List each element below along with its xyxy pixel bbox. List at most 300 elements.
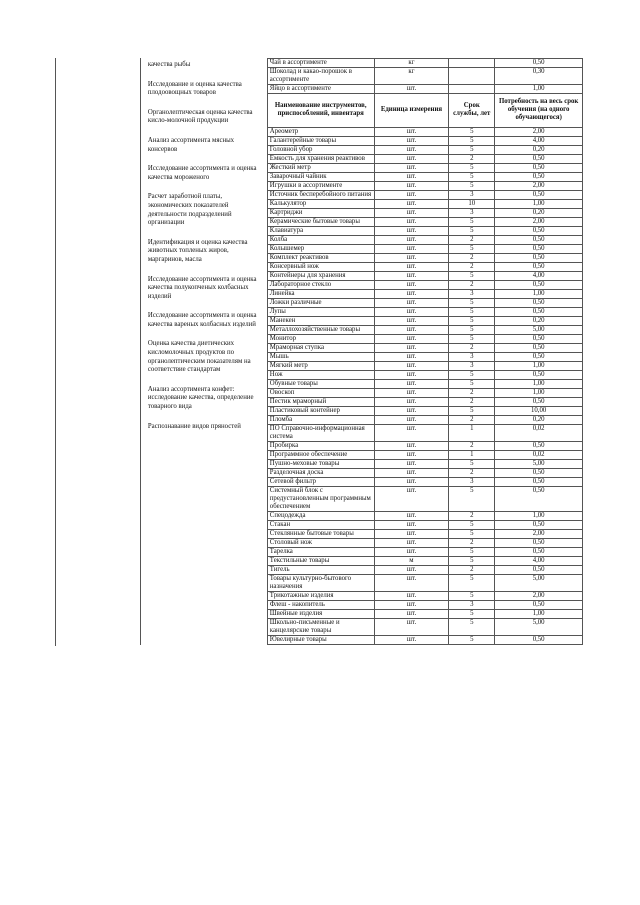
cell-name: Галантерейные товары <box>267 136 374 145</box>
cell-name: Пушно-меховые товары <box>267 459 374 468</box>
cell-name: Монитор <box>267 334 374 343</box>
table-row <box>267 289 582 298</box>
table-row <box>267 253 582 262</box>
cell-qty: 0,02 <box>495 424 583 441</box>
cell-name: Сетевой фильтр <box>267 477 374 486</box>
cell-name: Лабораторное стекло <box>267 280 374 289</box>
cell-unit: шт. <box>374 424 449 441</box>
cell-years: 5 <box>449 163 495 172</box>
cell-qty: 0,50 <box>495 163 583 172</box>
cell-name: Линейка <box>267 289 374 298</box>
cell-unit: шт. <box>374 244 449 253</box>
cell-name: Колба <box>267 235 374 244</box>
table-row <box>267 145 582 154</box>
cell-name: Тигель <box>267 565 374 574</box>
cell-qty: 1,00 <box>495 511 583 520</box>
cell-name: Контейнеры для хранения <box>267 271 374 280</box>
cell-years <box>449 68 495 85</box>
header-years: Срок службы, лет <box>449 94 495 128</box>
cell-name: Системный блок с предустановленным программным обеспечением <box>267 486 374 511</box>
cell-qty: 0,50 <box>495 547 583 556</box>
topic-item: Идентификация и оценка качества животных топленых жиров, маргаринов, масла <box>147 238 248 263</box>
cell-unit: шт. <box>374 468 449 477</box>
cell-qty: 0,50 <box>495 190 583 199</box>
cell-unit: шт. <box>374 529 449 538</box>
cell-unit: шт. <box>374 271 449 280</box>
cell-name: Тарелка <box>267 547 374 556</box>
table-row <box>267 600 582 609</box>
cell-years: 3 <box>449 190 495 199</box>
table-row <box>267 235 582 244</box>
cell-qty: 2,00 <box>495 181 583 190</box>
topics-column <box>140 58 267 645</box>
table-row <box>267 68 582 85</box>
cell-qty: 10,00 <box>495 406 583 415</box>
cell-unit: шт. <box>374 406 449 415</box>
cell-unit: шт. <box>374 397 449 406</box>
cell-unit: шт. <box>374 370 449 379</box>
cell-years: 2 <box>449 565 495 574</box>
cell-unit: шт. <box>374 486 449 511</box>
topic-item: Исследование ассортимента и оценка качества мороженого <box>147 165 257 181</box>
cell-unit: шт. <box>374 172 449 181</box>
table-row <box>267 334 582 343</box>
table-row <box>267 370 582 379</box>
cell-name: Картриджи <box>267 208 374 217</box>
cell-years: 2 <box>449 441 495 450</box>
cell-name: Лупы <box>267 307 374 316</box>
blank-column <box>55 58 140 645</box>
cell-name: Программное обеспечение <box>267 450 374 459</box>
table-row <box>267 468 582 477</box>
topic-item: Исследование ассортимента и оценка качества полукопченых колбасных изделий <box>147 275 257 300</box>
table-row <box>267 226 582 235</box>
cell-qty: 0,50 <box>495 226 583 235</box>
cell-qty: 4,00 <box>495 556 583 565</box>
table-row <box>267 406 582 415</box>
cell-years: 2 <box>449 538 495 547</box>
cell-name: Текстильные товары <box>267 556 374 565</box>
cell-unit: шт. <box>374 199 449 208</box>
cell-name: Швейные изделия <box>267 609 374 618</box>
cell-unit: шт. <box>374 307 449 316</box>
table-row <box>267 262 582 271</box>
table-row <box>267 424 582 441</box>
table-row <box>267 280 582 289</box>
cell-name: Пестик мраморный <box>267 397 374 406</box>
table-row <box>267 556 582 565</box>
cell-qty: 2,00 <box>495 591 583 600</box>
cell-years: 3 <box>449 289 495 298</box>
cell-qty: 5,00 <box>495 325 583 334</box>
cell-qty: 5,00 <box>495 574 583 591</box>
table-row <box>267 136 582 145</box>
cell-years: 5 <box>449 459 495 468</box>
cell-name: Нож <box>267 370 374 379</box>
cell-unit: шт. <box>374 635 449 644</box>
cell-name: Трикотажные изделия <box>267 591 374 600</box>
cell-qty: 0,50 <box>495 635 583 644</box>
cell-unit: шт. <box>374 609 449 618</box>
cell-qty: 0,20 <box>495 316 583 325</box>
cell-years: 5 <box>449 556 495 565</box>
cell-name: Игрушки в ассортименте <box>267 181 374 190</box>
cell-name: Товары культурно-бытового назначения <box>267 574 374 591</box>
cell-unit: шт. <box>374 298 449 307</box>
cell-name: Консервный нож <box>267 262 374 271</box>
cell-unit: шт. <box>374 163 449 172</box>
cell-unit: шт. <box>374 477 449 486</box>
cell-years: 5 <box>449 244 495 253</box>
cell-name: Комплект реактивов <box>267 253 374 262</box>
cell-unit: шт. <box>374 379 449 388</box>
cell-years: 5 <box>449 307 495 316</box>
cell-years: 5 <box>449 145 495 154</box>
table-row <box>267 450 582 459</box>
cell-unit: шт. <box>374 574 449 591</box>
topic-item: Исследование и оценка качества плодоовощных товаров <box>147 80 242 97</box>
cell-years: 3 <box>449 352 495 361</box>
table-row <box>267 190 582 199</box>
cell-years: 2 <box>449 253 495 262</box>
cell-name: Заварочный чайник <box>267 172 374 181</box>
cell-unit: шт. <box>374 538 449 547</box>
cell-unit: шт. <box>374 154 449 163</box>
cell-name: Чай в ассортименте <box>267 59 374 68</box>
cell-name: Разделочная доска <box>267 468 374 477</box>
cell-name: Жесткий метр <box>267 163 374 172</box>
cell-years: 5 <box>449 486 495 511</box>
cell-qty: 0,50 <box>495 334 583 343</box>
cell-name: Пластиковый контейнер <box>267 406 374 415</box>
cell-years: 5 <box>449 609 495 618</box>
cell-years: 5 <box>449 529 495 538</box>
equipment-table-wrap <box>267 58 583 645</box>
table-row <box>267 379 582 388</box>
cell-unit: шт. <box>374 352 449 361</box>
cell-years: 2 <box>449 388 495 397</box>
cell-years: 5 <box>449 217 495 226</box>
cell-name: Яйцо в ассортименте <box>267 85 374 94</box>
cell-years: 10 <box>449 199 495 208</box>
cell-qty: 1,00 <box>495 379 583 388</box>
cell-years: 5 <box>449 547 495 556</box>
cell-qty: 0,50 <box>495 298 583 307</box>
cell-unit: м <box>374 556 449 565</box>
cell-years: 5 <box>449 127 495 136</box>
topic-item: Органолептическая оценка качества кисло-молочной продукции <box>147 108 253 125</box>
cell-years: 2 <box>449 343 495 352</box>
cell-qty: 0,50 <box>495 477 583 486</box>
table-row <box>267 271 582 280</box>
table-row <box>267 59 582 68</box>
cell-unit: шт. <box>374 280 449 289</box>
cell-qty: 2,00 <box>495 529 583 538</box>
cell-unit: шт. <box>374 618 449 635</box>
cell-years: 3 <box>449 208 495 217</box>
cell-qty: 0,50 <box>495 235 583 244</box>
cell-unit: шт. <box>374 343 449 352</box>
cell-name: Керамические бытовые товары <box>267 217 374 226</box>
cell-unit: шт. <box>374 208 449 217</box>
topic-item: Оценка качества диетических кисломолочных продуктов по органолептическим показателям на соответствие стандартам <box>147 340 251 374</box>
top-rows <box>267 59 582 94</box>
cell-name: Стакан <box>267 520 374 529</box>
cell-name: Головной убор <box>267 145 374 154</box>
table-row <box>267 85 582 94</box>
cell-years: 5 <box>449 181 495 190</box>
cell-years: 5 <box>449 406 495 415</box>
cell-years: 5 <box>449 370 495 379</box>
cell-years: 3 <box>449 477 495 486</box>
cell-unit: шт. <box>374 325 449 334</box>
cell-unit: шт. <box>374 127 449 136</box>
table-row <box>267 307 582 316</box>
table-row <box>267 547 582 556</box>
cell-years: 5 <box>449 325 495 334</box>
cell-qty: 0,20 <box>495 415 583 424</box>
cell-qty: 0,20 <box>495 208 583 217</box>
cell-qty: 0,50 <box>495 307 583 316</box>
table-row <box>267 163 582 172</box>
cell-years: 2 <box>449 262 495 271</box>
cell-name: Шоколад и какао-порошок в ассортименте <box>267 68 374 85</box>
topic-item: Исследование ассортимента и оценка качества вареных колбасных изделий <box>147 312 257 328</box>
cell-qty: 1,00 <box>495 289 583 298</box>
cell-years: 2 <box>449 280 495 289</box>
cell-unit: шт. <box>374 591 449 600</box>
table-row <box>267 352 582 361</box>
cell-unit: шт. <box>374 316 449 325</box>
cell-unit: шт. <box>374 441 449 450</box>
cell-qty: 0,50 <box>495 59 583 68</box>
cell-years: 5 <box>449 226 495 235</box>
cell-name: Ложки различные <box>267 298 374 307</box>
table-row <box>267 415 582 424</box>
cell-name: Спецодежда <box>267 511 374 520</box>
cell-name: Мышь <box>267 352 374 361</box>
cell-name: Овоскоп <box>267 388 374 397</box>
cell-unit: кг <box>374 59 449 68</box>
cell-years: 2 <box>449 235 495 244</box>
cell-years: 5 <box>449 591 495 600</box>
table-rows <box>267 127 582 644</box>
topic-item: Анализ ассортимента мясных консервов <box>147 136 235 153</box>
cell-qty: 0,50 <box>495 262 583 271</box>
cell-name: Столовый нож <box>267 538 374 547</box>
cell-unit: шт. <box>374 217 449 226</box>
table-row <box>267 520 582 529</box>
cell-qty: 0,50 <box>495 370 583 379</box>
header-unit: Единица измерения <box>374 94 449 128</box>
cell-qty: 0,50 <box>495 538 583 547</box>
table-row <box>267 343 582 352</box>
cell-qty: 0,50 <box>495 343 583 352</box>
cell-unit: шт. <box>374 145 449 154</box>
cell-unit: шт. <box>374 289 449 298</box>
cell-qty: 0,50 <box>495 253 583 262</box>
cell-unit: шт. <box>374 459 449 468</box>
cell-qty: 0,50 <box>495 154 583 163</box>
cell-years: 5 <box>449 298 495 307</box>
cell-name: Флеш - накопитель <box>267 600 374 609</box>
table-row <box>267 181 582 190</box>
cell-qty: 0,50 <box>495 244 583 253</box>
cell-name: Пробирка <box>267 441 374 450</box>
topic-item: Распознавание видов пряностей <box>147 422 241 430</box>
table-row <box>267 325 582 334</box>
table-row <box>267 618 582 635</box>
cell-name: Емкость для хранения реактивов <box>267 154 374 163</box>
cell-years: 5 <box>449 574 495 591</box>
table-row <box>267 127 582 136</box>
cell-unit: шт. <box>374 262 449 271</box>
cell-years: 2 <box>449 511 495 520</box>
cell-name: Пломба <box>267 415 374 424</box>
topic-item: Расчет заработной платы, экономических показателей деятельности подразделений организации <box>147 193 232 227</box>
cell-name: Ювелирные товары <box>267 635 374 644</box>
table-row <box>267 217 582 226</box>
cell-name: Колышемер <box>267 244 374 253</box>
cell-name: Ареометр <box>267 127 374 136</box>
cell-unit: шт. <box>374 600 449 609</box>
header-qty: Потребность на весь срок обучения (на одного обучающегося) <box>495 94 583 128</box>
table-row <box>267 574 582 591</box>
cell-qty: 1,00 <box>495 85 583 94</box>
cell-name: Мягкий метр <box>267 361 374 370</box>
topic-item: качества рыбы <box>147 61 191 68</box>
cell-unit: шт. <box>374 190 449 199</box>
cell-name: Клавиатура <box>267 226 374 235</box>
cell-unit: шт. <box>374 181 449 190</box>
cell-name: Стеклянные бытовые товары <box>267 529 374 538</box>
cell-qty: 1,00 <box>495 199 583 208</box>
cell-years: 2 <box>449 468 495 477</box>
table-header <box>267 94 582 128</box>
cell-years: 1 <box>449 450 495 459</box>
table-row <box>267 441 582 450</box>
cell-unit: шт. <box>374 520 449 529</box>
cell-qty: 4,00 <box>495 136 583 145</box>
cell-qty: 2,00 <box>495 217 583 226</box>
cell-unit: шт. <box>374 235 449 244</box>
table-row <box>267 591 582 600</box>
cell-years: 2 <box>449 154 495 163</box>
cell-years: 5 <box>449 635 495 644</box>
cell-unit: шт. <box>374 361 449 370</box>
cell-years: 2 <box>449 415 495 424</box>
cell-unit: шт. <box>374 136 449 145</box>
cell-name: Калькулятор <box>267 199 374 208</box>
cell-qty: 2,00 <box>495 127 583 136</box>
table-row <box>267 244 582 253</box>
table-row <box>267 609 582 618</box>
cell-unit: шт. <box>374 547 449 556</box>
equipment-table <box>267 58 583 645</box>
cell-unit: кг <box>374 68 449 85</box>
cell-qty: 1,00 <box>495 388 583 397</box>
cell-unit: шт. <box>374 450 449 459</box>
cell-years: 5 <box>449 618 495 635</box>
cell-years: 5 <box>449 172 495 181</box>
table-row <box>267 511 582 520</box>
cell-qty: 0,50 <box>495 565 583 574</box>
cell-years: 1 <box>449 424 495 441</box>
table-row <box>267 199 582 208</box>
cell-qty: 0,02 <box>495 450 583 459</box>
cell-name: Школьно-письменные и канцелярские товары <box>267 618 374 635</box>
cell-name: Манекен <box>267 316 374 325</box>
table-row <box>267 397 582 406</box>
cell-unit: шт. <box>374 565 449 574</box>
cell-years: 5 <box>449 520 495 529</box>
table-row <box>267 486 582 511</box>
cell-years: 3 <box>449 600 495 609</box>
cell-qty: 1,00 <box>495 361 583 370</box>
table-row <box>267 565 582 574</box>
table-row <box>267 172 582 181</box>
table-row <box>267 298 582 307</box>
cell-qty: 4,00 <box>495 271 583 280</box>
cell-name: ПО Справочно-информационная система <box>267 424 374 441</box>
cell-qty: 0,50 <box>495 468 583 477</box>
table-row <box>267 208 582 217</box>
table-row <box>267 388 582 397</box>
table-row <box>267 361 582 370</box>
cell-qty: 0,50 <box>495 486 583 511</box>
topic-item: Анализ ассортимента конфет: исследование качества, определение товарного вида <box>147 385 254 411</box>
header-name: Наименование инструментов, приспособлений, инвентаря <box>267 94 374 128</box>
cell-qty: 0,30 <box>495 68 583 85</box>
table-row <box>267 529 582 538</box>
cell-unit: шт. <box>374 388 449 397</box>
document-page <box>55 58 583 645</box>
cell-years: 2 <box>449 397 495 406</box>
table-row <box>267 154 582 163</box>
table-row <box>267 316 582 325</box>
cell-qty: 0,50 <box>495 441 583 450</box>
table-row <box>267 459 582 468</box>
table-row <box>267 635 582 644</box>
cell-qty: 5,00 <box>495 618 583 635</box>
cell-qty: 0,50 <box>495 280 583 289</box>
cell-years <box>449 85 495 94</box>
table-row <box>267 538 582 547</box>
cell-years: 3 <box>449 361 495 370</box>
cell-unit: шт. <box>374 253 449 262</box>
cell-qty: 0,50 <box>495 397 583 406</box>
cell-qty: 0,50 <box>495 352 583 361</box>
cell-unit: шт. <box>374 85 449 94</box>
cell-years: 5 <box>449 334 495 343</box>
cell-name: Обувные товары <box>267 379 374 388</box>
cell-name: Мраморная ступка <box>267 343 374 352</box>
cell-years: 5 <box>449 379 495 388</box>
cell-name: Источник бесперебойного питания <box>267 190 374 199</box>
cell-name: Металлохозяйственные товары <box>267 325 374 334</box>
cell-unit: шт. <box>374 415 449 424</box>
cell-years: 5 <box>449 271 495 280</box>
cell-qty: 0,50 <box>495 600 583 609</box>
cell-qty: 0,20 <box>495 145 583 154</box>
cell-qty: 0,50 <box>495 520 583 529</box>
cell-years: 5 <box>449 136 495 145</box>
cell-qty: 1,00 <box>495 609 583 618</box>
cell-years <box>449 59 495 68</box>
table-row <box>267 477 582 486</box>
cell-qty: 0,50 <box>495 172 583 181</box>
cell-years: 5 <box>449 316 495 325</box>
